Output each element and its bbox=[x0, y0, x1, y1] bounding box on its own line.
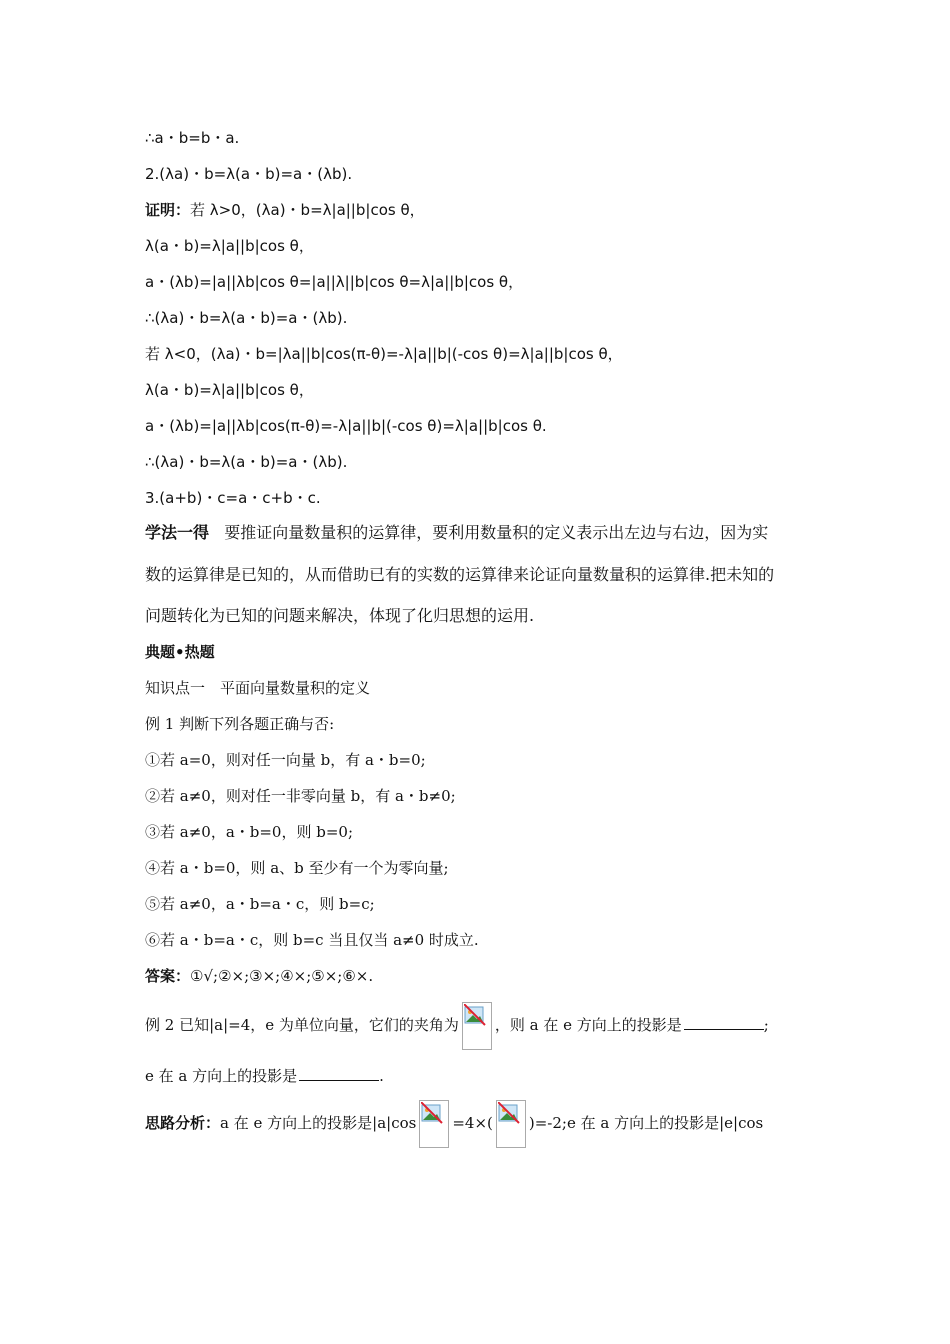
example2-text: ，则 a 在 e 方向上的投影是 bbox=[494, 1016, 682, 1034]
proof-label: 证明： bbox=[145, 201, 191, 219]
answer-blank bbox=[684, 1015, 764, 1030]
text-line: ∴(λa)・b=λ(a・b)=a・(λb). bbox=[145, 453, 348, 471]
text-line: ∴a・b=b・a. bbox=[145, 129, 240, 147]
broken-image-icon bbox=[462, 1002, 492, 1050]
example1-title: 例 1 判断下列各题正确与否: bbox=[145, 715, 335, 733]
method-line-1 bbox=[145, 523, 825, 543]
example1-item: ⑥若 a・b=a・c，则 b=c 当且仅当 a≠0 时成立. bbox=[145, 931, 479, 949]
proof-line bbox=[145, 200, 825, 220]
example1-item: ①若 a=0，则对任一向量 b，有 a・b=0; bbox=[145, 751, 426, 769]
text-line: 2.(λa)・b=λ(a・b)=a・(λb). bbox=[145, 165, 353, 183]
example1-item: ④若 a・b=0，则 a、b 至少有一个为零向量; bbox=[145, 859, 449, 877]
method-text: 要推证向量数量积的运算律，要利用数量积的定义表示出左边与右边，因为实 bbox=[224, 523, 769, 542]
example2-line-1 bbox=[145, 1000, 825, 1050]
broken-image-icon bbox=[419, 1100, 449, 1148]
analysis-label: 思路分析： bbox=[145, 1114, 221, 1132]
example1-item: ③若 a≠0，a・b=0，则 b=0; bbox=[145, 823, 354, 841]
method-label: 学法一得 bbox=[145, 523, 210, 542]
text-line: a・(λb)=|a||λb|cos(π-θ)=-λ|a||b|(-cos θ)=λ|a||b|cos θ. bbox=[145, 417, 547, 435]
method-line-3: 问题转化为已知的问题来解决，体现了化归思想的运用. bbox=[145, 606, 535, 625]
example2-text: . bbox=[379, 1067, 384, 1085]
text-line: λ(a・b)=λ|a||b|cos θ， bbox=[145, 237, 314, 255]
analysis-text: a 在 e 方向上的投影是|a|cos bbox=[220, 1114, 417, 1132]
analysis-text: =4×( bbox=[452, 1114, 493, 1132]
example2-line-2 bbox=[145, 1066, 825, 1086]
example1-item: ⑤若 a≠0，a・b=a・c，则 b=c; bbox=[145, 895, 375, 913]
analysis-text: )=-2;e 在 a 方向上的投影是|e|cos bbox=[528, 1114, 764, 1132]
example2-text: 例 2 已知|a|=4，e 为单位向量，它们的夹角为 bbox=[145, 1016, 459, 1034]
method-line-2: 数的运算律是已知的，从而借助已有的实数的运算律来论证向量数量积的运算律.把未知的 bbox=[145, 565, 775, 584]
knowledge-point: 知识点一 平面向量数量积的定义 bbox=[145, 679, 371, 697]
text-line: ∴(λa)・b=λ(a・b)=a・(λb). bbox=[145, 309, 348, 327]
example1-item: ②若 a≠0，则对任一非零向量 b，有 a・b≠0; bbox=[145, 787, 456, 805]
answer-label: 答案： bbox=[145, 967, 191, 985]
answer-blank bbox=[299, 1066, 379, 1081]
proof-text: 若 λ>0，(λa)・b=λ|a||b|cos θ， bbox=[190, 201, 425, 219]
text-line: 若 λ<0，(λa)・b=|λa||b|cos(π-θ)=-λ|a||b|(-cos θ)=λ|a||b|cos θ， bbox=[145, 345, 623, 363]
answer-text: ①√;②×;③×;④×;⑤×;⑥×. bbox=[190, 967, 374, 985]
example2-text: e 在 a 方向上的投影是 bbox=[145, 1067, 298, 1085]
text-line: a・(λb)=|a||λb|cos θ=|a||λ||b|cos θ=λ|a||b|cos θ， bbox=[145, 273, 524, 291]
text-line: λ(a・b)=λ|a||b|cos θ， bbox=[145, 381, 314, 399]
example1-answer bbox=[145, 966, 825, 986]
example2-text: ; bbox=[763, 1016, 769, 1034]
text-line: 3.(a+b)・c=a・c+b・c. bbox=[145, 489, 321, 507]
broken-image-icon bbox=[496, 1100, 526, 1148]
analysis-line bbox=[145, 1098, 825, 1148]
section-title: 典题•热题 bbox=[145, 643, 215, 661]
